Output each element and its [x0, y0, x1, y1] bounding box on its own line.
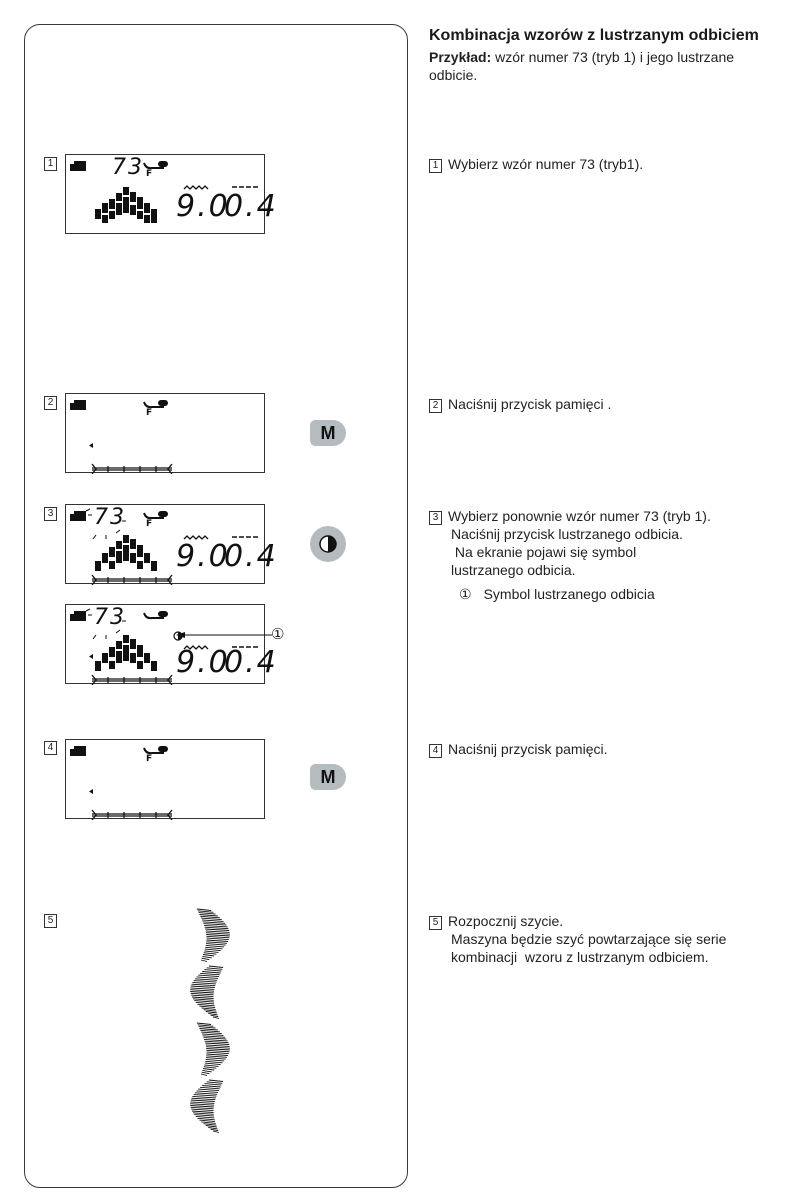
pattern-number: 73	[94, 505, 126, 530]
mode-1-icon	[70, 511, 86, 521]
callout-legend-text: Symbol lustrzanego odbicia	[483, 586, 655, 602]
memory-button[interactable]: M	[310, 764, 346, 790]
step-5-badge: 5	[429, 916, 442, 930]
step-3-badge: 3	[429, 511, 442, 525]
foot-letter: F	[146, 408, 155, 418]
pattern-blocks-icon	[95, 635, 157, 671]
memory-line-icon	[92, 810, 172, 820]
step-3-line-4: lustrzanego odbicia.	[451, 562, 576, 578]
step-2-badge: 2	[429, 399, 442, 413]
pattern-number: 73	[112, 155, 144, 180]
example-text	[429, 48, 779, 84]
lcd-display-step-1	[65, 154, 278, 234]
stitch-lines	[190, 909, 230, 1133]
example-label: Przykład:	[429, 49, 492, 65]
step-2-text	[429, 395, 611, 413]
step-2-line-1: Naciśnij przycisk pamięci .	[448, 396, 612, 412]
stitch-length-value: 0.4	[224, 645, 278, 680]
stitch-width-value: 9.0	[176, 189, 230, 224]
step-1-number: 1	[44, 157, 57, 171]
step-3-line-3: Na ekranie pojawi się symbol	[451, 544, 637, 560]
presser-foot-icon	[144, 511, 168, 518]
mode-1-icon	[70, 611, 86, 621]
mirror-icon	[310, 526, 346, 562]
step-4-text	[429, 740, 607, 758]
foot-letter: F	[146, 519, 155, 529]
callout-arrow	[176, 628, 286, 648]
callout-number: ①	[271, 626, 285, 643]
lcd-display-step-4	[65, 739, 265, 819]
stitch-width-value: 9.0	[176, 539, 230, 574]
mode-1-icon	[70, 746, 86, 756]
memory-line-icon	[92, 575, 172, 585]
step-5-number: 5	[44, 914, 57, 928]
presser-foot-icon	[144, 161, 168, 168]
foot-letter: F	[146, 754, 155, 764]
callout-legend-number: ①	[459, 586, 472, 602]
stitch-length-value: 0.4	[224, 539, 278, 574]
step-1-badge: 1	[429, 159, 442, 173]
memory-button[interactable]: M	[310, 420, 346, 446]
step-3-line-1: Wybierz ponownie wzór numer 73 (tryb 1).	[448, 508, 711, 524]
step-3-text	[429, 507, 711, 603]
stitch-width-value: 9.0	[176, 645, 230, 680]
presser-foot-icon	[144, 400, 168, 407]
lcd-graphics	[66, 740, 266, 820]
presser-foot-icon	[144, 746, 168, 753]
step-2-number: 2	[44, 396, 57, 410]
pattern-blocks-icon	[95, 187, 157, 223]
step-1-line-1: Wybierz wzór numer 73 (tryb1).	[448, 156, 644, 172]
memory-line-icon	[92, 464, 172, 474]
lcd-display-step-2	[65, 393, 265, 473]
step-4-line-1: Naciśnij przycisk pamięci.	[448, 741, 608, 757]
step-4-badge: 4	[429, 744, 442, 758]
step-1-text	[429, 155, 643, 173]
mirror-image-button[interactable]	[310, 526, 346, 562]
stitch-pattern-illustration	[180, 905, 240, 1140]
step-5-line-2: Maszyna będzie szyć powtarzające się serie	[451, 931, 727, 947]
step-5-line-3: kombinacji wzoru z lustrzanym odbiciem.	[451, 949, 709, 965]
pattern-number: 73	[94, 605, 126, 630]
step-4-number: 4	[44, 741, 57, 755]
step-3-line-2: Naciśnij przycisk lustrzanego odbicia.	[451, 526, 683, 542]
page-title: Kombinacja wzorów z lustrzanym odbiciem	[429, 27, 759, 44]
memory-line-icon	[92, 675, 172, 685]
cursor-arrow-icon	[89, 443, 93, 448]
step-3-number: 3	[44, 507, 57, 521]
step-5-text	[429, 912, 726, 966]
cursor-arrow-icon	[89, 789, 93, 794]
mode-1-icon	[70, 400, 86, 410]
lcd-display-step-3	[65, 504, 278, 584]
pattern-blocks-icon	[95, 535, 157, 571]
presser-foot-icon	[144, 611, 168, 618]
stitch-length-value: 0.4	[224, 189, 278, 224]
step-5-line-1: Rozpocznij szycie.	[448, 913, 564, 929]
lcd-graphics	[66, 394, 266, 474]
cursor-arrow-icon	[89, 654, 93, 659]
foot-letter: F	[146, 169, 155, 179]
example-description: wzór numer 73 (tryb 1) i jego lustrzane odbicie.	[429, 49, 735, 83]
mode-1-icon	[70, 161, 86, 171]
